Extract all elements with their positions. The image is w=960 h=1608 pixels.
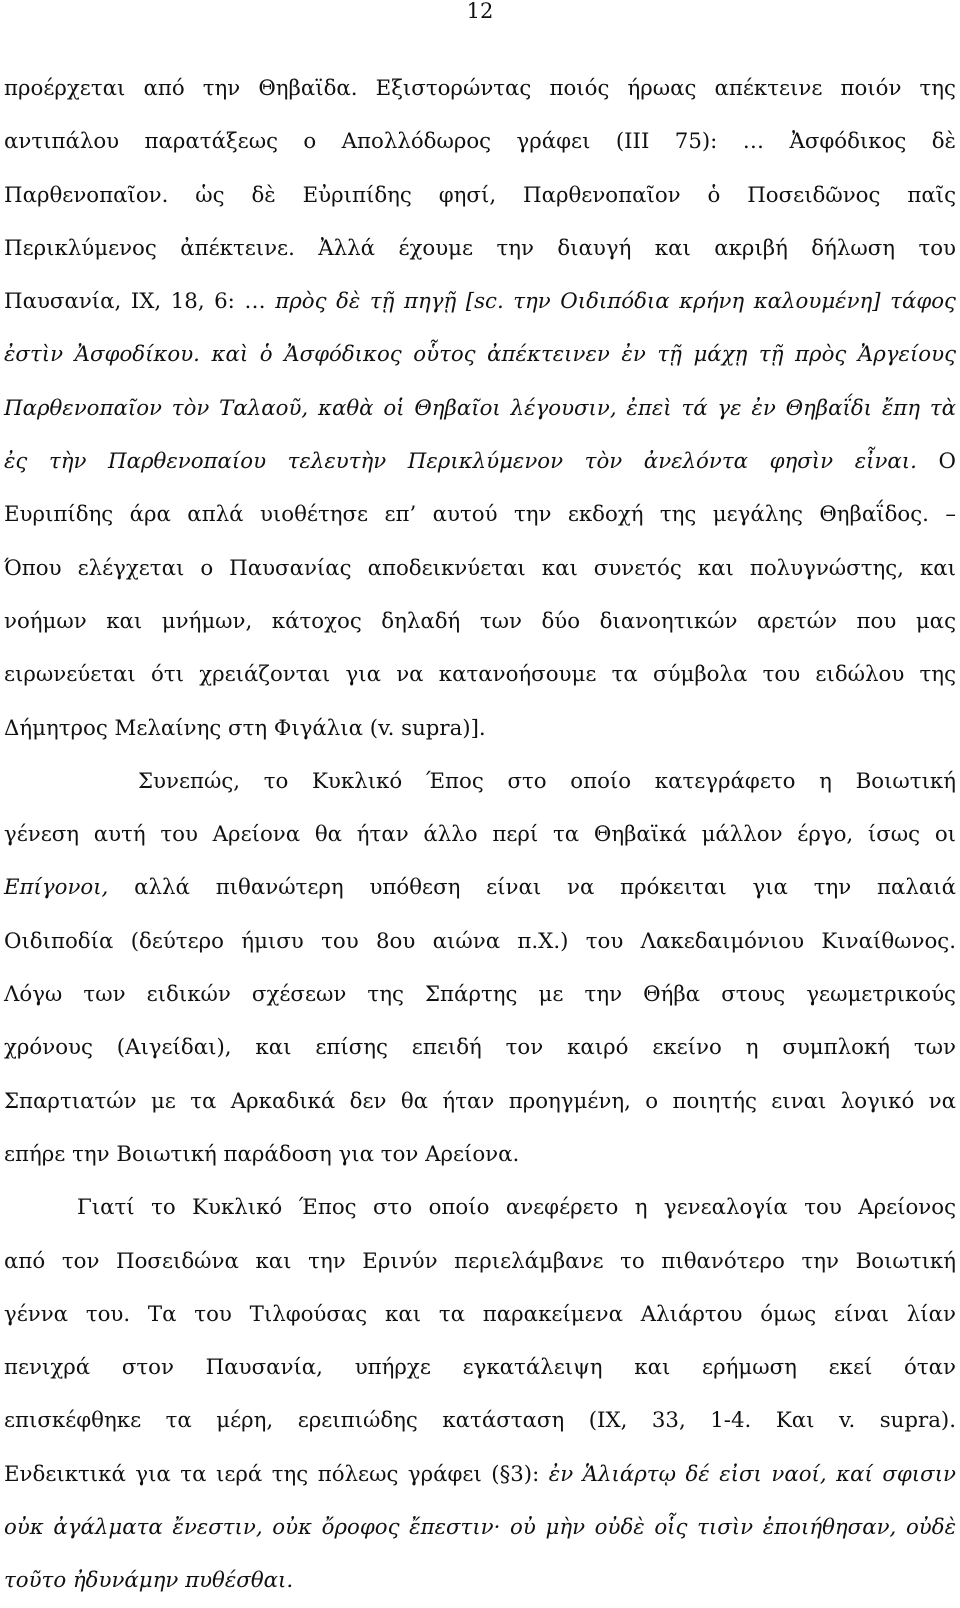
italic-quote: ἐστὶν Ἀσφοδίκου. καὶ ὁ Ἀσφόδικος οὗτος ἀπέκτεινεν ἐν τῇ μάχῃ τῇ πρὸς Ἀργείους [4,342,956,368]
text-run: Ο [916,449,956,475]
italic-quote: πρὸς δὲ τῇ πηγῇ [sc. την Οιδιπόδια κρήνη καλουμένη] τάφος [275,289,956,315]
text-run: χρόνους (Αιγείδαι), και επίσης επειδή τον καιρό εκείνο η συμπλοκή των [4,1035,956,1061]
text-run: Ευριπίδης άρα απλά υιοθέτησε επ’ αυτού την εκδοχή της μεγάλης Θηβαΐδος. – [4,502,956,528]
text-line [4,1075,956,1128]
text-run: επισκέφθηκε τα μέρη, ερειπιώδης κατάσταση (ΙΧ, 33, 1-4. Και v. supra). [4,1408,956,1434]
text-run: Γιατί το Κυκλικό Έπος στο οποίο ανεφέρετο η γενεαλογία του Αρείονος [77,1195,956,1221]
italic-quote: ἐν Ἁλιάρτῳ δέ εἰσι ναοί, καί σφισιν [548,1461,956,1487]
text-line [4,169,956,222]
italic-quote: Παρθενοπαῖον τὸν Ταλαοῦ, καθὰ οἱ Θηβαῖοι λέγουσιν, ἐπεὶ τά γε ἐν Θηβαΐδι ἔπη τὰ [4,395,956,421]
text-line [4,968,956,1021]
text-line [4,595,956,648]
italic-quote: οὐκ ἀγάλματα ἔνεστιν, οὐκ ὄροφος ἔπεστιν· οὐ μὴν οὐδὲ οἷς τισὶν ἐποιήθησαν, οὐδὲ [4,1515,956,1541]
text-run: Παυσανία, IX, 18, 6: … [4,289,276,315]
paragraph [4,755,956,1181]
text-line [4,1501,956,1554]
text-line [4,382,956,435]
text-run: αλλά πιθανώτερη υπόθεση είναι να πρόκειται για την παλαιά [108,875,956,901]
italic-quote: τοῦτο ἠδυνάμην πυθέσθαι. [4,1568,294,1594]
text-run: Σπαρτιατών με τα Αρκαδικά δεν θα ήταν προηγμένη, ο ποιητής ειναι λογικό να [4,1088,956,1114]
text-run: πενιχρά στον Παυσανία, υπήρχε εγκατάλειψη και ερήμωση εκεί όταν [4,1355,956,1381]
text-line [4,1288,956,1341]
paragraph [4,1181,956,1607]
text-run: επήρε την Βοιωτική παράδοση για τον Αρείονα. [4,1141,520,1167]
text-line [4,648,956,701]
text-run: Όπου ελέγχεται ο Παυσανίας αποδεικνύεται και συνετός και πολυγνώστης, και [4,555,956,581]
text-line [4,275,956,328]
text-run: Περικλύμενος ἀπέκτεινε. Ἀλλά έχουμε την διαυγή και ακριβή δήλωση του [4,235,956,261]
text-run: αντιπάλου παρατάξεως ο Απολλόδωρος γράφει (ΙΙΙ 75): … Ἀσφόδικος δὲ [4,129,956,155]
text-line [4,1554,956,1607]
text-run: από τον Ποσειδώνα και την Ερινύν περιελάμβανε το πιθανότερο την Βοιωτική [4,1248,956,1274]
text-line [4,222,956,275]
text-line [4,488,956,541]
text-run: Δήμητρος Μελαίνης στη Φιγάλια (v. supra)]. [4,715,486,741]
text-line [4,1181,956,1234]
text-line [4,1235,956,1288]
text-run: Παρθενοπαῖον. ὡς δὲ Εὐριπίδης φησί, Παρθενοπαῖον ὁ Ποσειδῶνος παῖς [4,182,956,208]
text-line [4,861,956,914]
text-line [4,1128,956,1181]
text-line [4,702,956,755]
text-line [4,435,956,488]
text-line [4,62,956,115]
text-line [4,1448,956,1501]
italic-quote: Επίγονοι, [4,875,109,901]
text-run: Ενδεικτικά για τα ιερά της πόλεως γράφει (§3): [4,1461,549,1487]
text-line [4,115,956,168]
text-line [4,328,956,381]
text-line [4,808,956,861]
italic-quote: ἐς τὴν Παρθενοπαίου τελευτὴν Περικλύμενον τὸν ἀνελόντα φησὶν εἶναι. [4,449,917,475]
text-run: νοήμων και μνήμων, κάτοχος δηλαδή των δύο διανοητικών αρετών που μας [4,608,956,634]
text-run: Συνεπώς, το Κυκλικό Έπος στο οποίο κατεγράφετο η Βοιωτική [138,768,956,794]
text-line [4,1394,956,1447]
text-run: Οιδιποδία (δεύτερο ήμισυ του 8ου αιώνα π.Χ.) του Λακεδαιμόνιου Κιναίθωνος. [4,928,956,954]
text-line [4,1341,956,1394]
text-run: γένεση αυτή του Αρείονα θα ήταν άλλο περί τα Θηβαϊκά μάλλον έργο, ίσως οι [4,822,956,848]
text-run: προέρχεται από την Θηβαϊδα. Εξιστορώντας ποιός ήρωας απέκτεινε ποιόν της [4,76,956,101]
text-run: ειρωνεύεται ότι χρειάζονται για να κατανοήσουμε τα σύμβολα του ειδώλου της [4,662,956,688]
page-number: 12 [466,0,494,23]
paragraph [4,62,956,755]
body-text [4,62,956,1608]
text-run: γέννα του. Τα του Τιλφούσας και τα παρακείμενα Αλιάρτου όμως είναι λίαν [4,1301,956,1327]
text-line [4,915,956,968]
text-line [4,542,956,595]
text-line [4,1021,956,1074]
text-run: Λόγω των ειδικών σχέσεων της Σπάρτης με την Θήβα στους γεωμετρικούς [4,982,956,1008]
text-line [4,755,956,808]
